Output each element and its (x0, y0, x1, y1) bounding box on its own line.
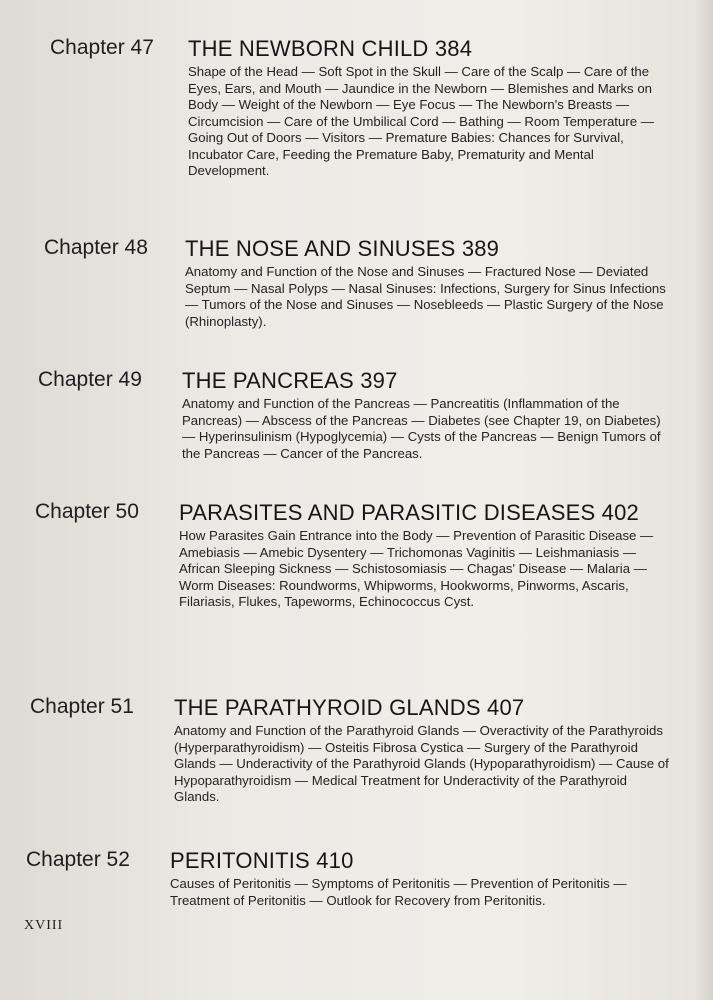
chapter-47 (50, 36, 675, 180)
chapter-48 (44, 236, 676, 330)
chapter-52 (26, 848, 676, 909)
chapter-50 (35, 500, 676, 611)
chapter-topics: Causes of Peritonitis — Symptoms of Peritonitis — Prevention of Peritonitis — Treatment of Peritonitis — Outlook for Recovery from Peritonitis. (170, 876, 627, 908)
chapter-title: PERITONITIS 410 (170, 848, 354, 873)
chapter-body (174, 695, 675, 806)
chapter-body (170, 848, 675, 909)
chapter-body (182, 368, 675, 462)
chapter-title: THE PARATHYROID GLANDS 407 (174, 695, 525, 720)
chapter-label: Chapter 48 (44, 236, 148, 259)
chapter-label: Chapter 47 (50, 36, 154, 59)
chapter-topics: How Parasites Gain Entrance into the Body — Prevention of Parasitic Disease — Amebiasis — Amebic Dysentery — Trichomonas Vaginitis — Leishmaniasis — African Sleeping Sickness — Schistosomiasis — Chagas' Disease — Malaria — Worm Diseases: Roundworms, Whipworms, Hookworms, Pinworms, Ascaris, Filariasis, Flukes, Tapeworms, Echinococcus Cyst. (179, 528, 654, 609)
chapter-title: THE NOSE AND SINUSES 389 (185, 236, 500, 261)
chapter-topics: Shape of the Head — Soft Spot in the Skull — Care of the Scalp — Care of the Eyes, Ears, and Mouth — Jaundice in the Newborn — Blemishes and Marks on Body — Weight of the Newborn — Eye Focus — The Newborn's Breasts — Circumcision — Care of the Umbilical Cord — Bathing — Room Temperature — Going Out of Doors — Visitors — Premature Babies: Chances for Survival, Incubator Care, Feeding the Premature Baby, Prematurity and Mental Development. (188, 64, 654, 178)
chapter-title: PARASITES AND PARASITIC DISEASES 402 (179, 500, 639, 525)
chapter-49 (38, 368, 676, 462)
page-edge-shadow (695, 0, 713, 1000)
chapter-topics: Anatomy and Function of the Nose and Sinuses — Fractured Nose — Deviated Septum — Nasal Polyps — Nasal Sinuses: Infections, Surgery for Sinus Infections — Tumors of the Nose and Sinuses — Nosebleeds — Plastic Surgery of the Nose (Rhinoplasty). (185, 264, 666, 329)
chapter-body (185, 236, 674, 330)
chapter-label: Chapter 52 (26, 848, 130, 871)
chapter-title: THE NEWBORN CHILD 384 (188, 36, 473, 61)
page-number: XVIII (24, 918, 64, 933)
chapter-51 (30, 695, 676, 806)
chapter-label: Chapter 51 (30, 695, 134, 718)
chapter-body (188, 36, 673, 180)
chapter-title: THE PANCREAS 397 (182, 368, 398, 393)
chapter-label: Chapter 50 (35, 500, 139, 523)
chapter-body (179, 500, 675, 611)
chapter-topics: Anatomy and Function of the Pancreas — Pancreatitis (Inflammation of the Pancreas) — Abscess of the Pancreas — Diabetes (see Chapter 19, on Diabetes) — Hyperinsulinism (Hypoglycemia) — Cysts of the Pancreas — Benign Tumors of the Pancreas — Cancer of the Pancreas. (182, 396, 661, 461)
chapter-label: Chapter 49 (38, 368, 142, 391)
chapter-topics: Anatomy and Function of the Parathyroid Glands — Overactivity of the Parathyroids (Hyperparathyroidism) — Osteitis Fibrosa Cystica — Surgery of the Parathyroid Glands — Underactivity of the Parathyroid Glands (Hypoparathyroidism) — Cause of Hypoparathyroidism — Medical Treatment for Underactivity of the Parathyroid Glands. (174, 723, 669, 804)
